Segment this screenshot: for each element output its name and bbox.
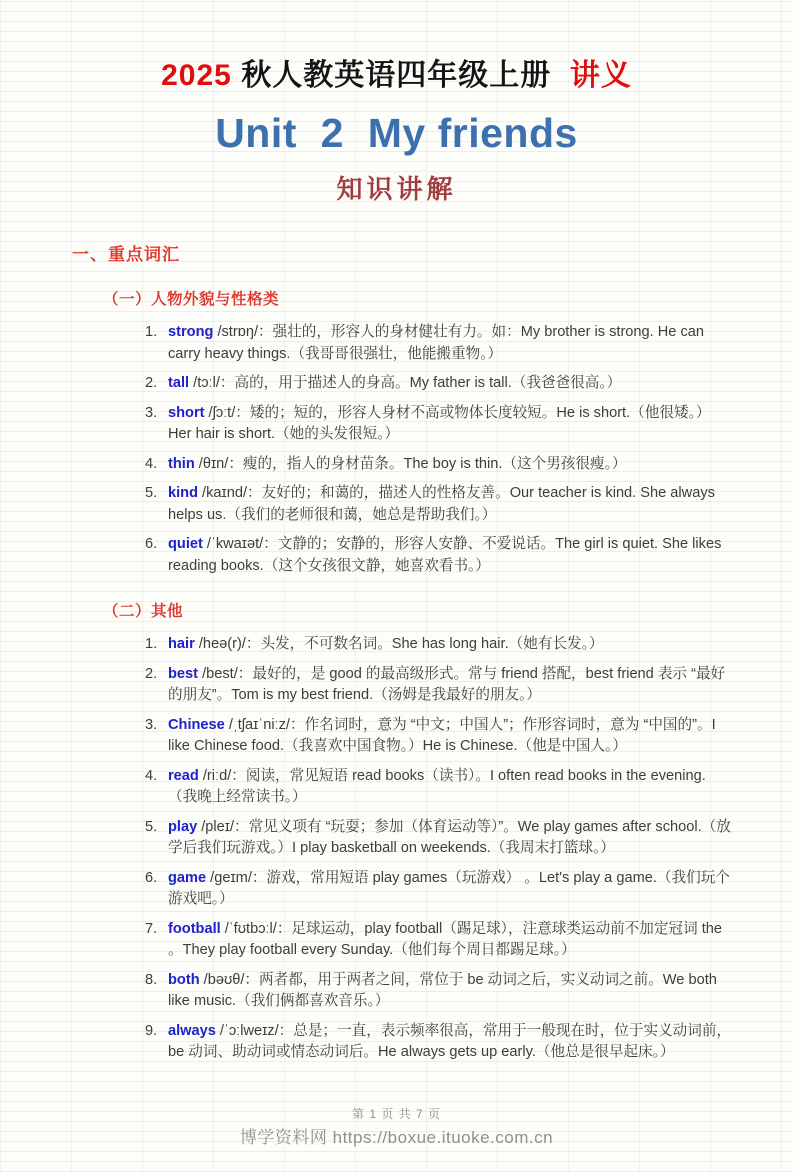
item-number: 9. bbox=[145, 1022, 158, 1039]
subsection-heading-other: （二）其他 bbox=[103, 603, 184, 620]
vocab-definition: /θɪn/：瘦的，指人的身材苗条。The boy is thin.（这个男孩很瘦。） bbox=[194, 455, 627, 472]
vocab-item bbox=[145, 919, 733, 962]
vocab-definition: /best/：最好的，是 good 的最高级形式。常与 friend 搭配，best friend 表示 “最好的朋友”。Tom is my best friend.（汤姆是我最好的朋友。） bbox=[168, 665, 726, 703]
vocab-word: hair bbox=[168, 636, 195, 652]
section-heading-vocabulary: 一、重点词汇 bbox=[72, 245, 180, 264]
vocab-item bbox=[145, 373, 733, 395]
vocab-definition: /strɒŋ/：强壮的，形容人的身材健壮有力。如：My brother is strong. He can carry heavy things.（我哥哥很强壮，他能搬重物。） bbox=[168, 324, 705, 362]
vocab-item bbox=[145, 322, 733, 365]
vocab-text bbox=[168, 766, 733, 809]
vocab-definition: /ˈfʊtbɔːl/：足球运动，play football（踢足球），注意球类运动前不加定冠词 the 。They play football every Sunday.（他们每个周日都踢足球。） bbox=[168, 920, 723, 958]
vocab-item bbox=[145, 483, 733, 526]
vocab-word: short bbox=[168, 404, 205, 421]
vocab-text bbox=[168, 454, 733, 476]
vocab-item bbox=[145, 766, 733, 809]
vocab-word: best bbox=[168, 665, 199, 682]
vocab-item bbox=[145, 534, 733, 577]
vocab-definition: /ˈɔːlweɪz/：总是；一直，表示频率很高，常用于一般现在时，位于实义动词前，be 动词、助动词或情态动词后。He always gets up early.（他总是很早起床。） bbox=[168, 1022, 732, 1060]
subsection-heading-appearance: （一）人物外貌与性格类 bbox=[103, 291, 280, 308]
vocab-definition: /riːd/：阅读，常见短语 read books（读书）。I often read books in the evening.（我晚上经常读书。） bbox=[168, 767, 706, 805]
vocab-definition: /tɔːl/：高的，用于描述人的身高。My father is tall.（我爸爸很高。） bbox=[189, 375, 622, 391]
vocab-word: strong bbox=[168, 324, 214, 340]
vocab-text bbox=[168, 534, 733, 577]
vocab-word: read bbox=[168, 767, 199, 784]
vocab-item bbox=[145, 817, 733, 860]
vocab-word: game bbox=[168, 869, 207, 886]
vocab-word: kind bbox=[168, 485, 198, 501]
unit-title: Unit 2 My friends bbox=[215, 110, 578, 156]
item-number: 7. bbox=[145, 920, 158, 937]
vocab-list-appearance bbox=[145, 322, 733, 577]
item-number: 2. bbox=[145, 665, 158, 682]
item-number: 8. bbox=[145, 971, 158, 988]
vocab-item bbox=[145, 868, 733, 911]
vocab-item bbox=[145, 403, 733, 446]
vocab-text bbox=[168, 1021, 733, 1064]
page-footer bbox=[0, 1105, 793, 1148]
page-title bbox=[0, 50, 793, 94]
vocab-list-other bbox=[145, 634, 733, 1064]
vocab-item bbox=[145, 715, 733, 758]
site-watermark: 博学资料网 https://boxue.ituoke.com.cn bbox=[239, 1128, 554, 1147]
vocab-word: football bbox=[168, 920, 221, 937]
vocab-word: Chinese bbox=[168, 716, 225, 733]
vocab-word: both bbox=[168, 971, 200, 988]
item-number: 2. bbox=[145, 375, 158, 391]
vocab-item bbox=[145, 664, 733, 707]
vocab-item bbox=[145, 1021, 733, 1064]
item-number: 3. bbox=[145, 716, 158, 733]
item-number: 1. bbox=[145, 636, 158, 652]
vocab-definition: /ˈkwaɪət/：文静的；安静的，形容人安静、不爱说话。The girl is quiet. She likes reading books.（这个女孩很文静，她喜欢看书。） bbox=[168, 536, 722, 574]
vocab-word: play bbox=[168, 818, 198, 835]
title-suffix: 讲义 bbox=[569, 59, 632, 92]
item-number: 5. bbox=[145, 818, 158, 835]
vocab-word: thin bbox=[168, 455, 195, 472]
title-main: 秋人教英语四年级上册 bbox=[231, 59, 570, 92]
vocab-text bbox=[168, 868, 733, 911]
item-number: 4. bbox=[145, 767, 158, 784]
item-number: 4. bbox=[145, 455, 158, 472]
vocab-text bbox=[168, 817, 733, 860]
item-number: 5. bbox=[145, 485, 158, 501]
vocab-item bbox=[145, 970, 733, 1013]
vocab-item bbox=[145, 634, 733, 656]
vocab-text bbox=[168, 715, 733, 758]
subtitle-knowledge: 知识讲解 bbox=[336, 175, 457, 205]
page-number: 第 1 页 共 7 页 bbox=[351, 1107, 442, 1121]
item-number: 1. bbox=[145, 324, 158, 340]
title-year: 2025 bbox=[161, 59, 232, 92]
vocab-text bbox=[168, 483, 733, 526]
vocab-text bbox=[168, 403, 733, 446]
vocab-text bbox=[168, 970, 733, 1013]
item-number: 3. bbox=[145, 404, 158, 421]
vocab-item bbox=[145, 454, 733, 476]
vocab-word: quiet bbox=[168, 536, 203, 552]
item-number: 6. bbox=[145, 536, 158, 552]
vocab-text bbox=[168, 373, 733, 395]
vocab-word: always bbox=[168, 1022, 216, 1039]
vocab-definition: /heə(r)/：头发，不可数名词。She has long hair.（她有长发。） bbox=[194, 636, 604, 652]
vocab-text bbox=[168, 664, 733, 707]
vocab-definition: /geɪm/：游戏，常用短语 play games（玩游戏） 。Let's play a game.（我们玩个游戏吧。） bbox=[168, 869, 730, 907]
vocab-definition: /kaɪnd/：友好的；和蔼的，描述人的性格友善。Our teacher is kind. She always helps us.（我们的老师很和蔼，她总是帮助我们。） bbox=[168, 485, 715, 523]
vocab-definition: /ˌtʃaɪˈniːz/：作名词时，意为 “中文；中国人”；作形容词时，意为 “中国的”。I like Chinese food.（我喜欢中国食物。）He is Chinese.（他是中国人。） bbox=[168, 716, 716, 754]
vocab-text bbox=[168, 919, 733, 962]
vocab-definition: /bəʊθ/：两者都，用于两者之间，常位于 be 动词之后，实义动词之前。We both like music.（我们俩都喜欢音乐。） bbox=[168, 971, 717, 1009]
vocab-text bbox=[168, 634, 733, 656]
vocab-definition: /pleɪ/：常见义项有 “玩耍；参加（体育运动等）”。We play games after school.（放学后我们玩游戏。）I play basketball on weekends.（我周末打篮球。） bbox=[168, 818, 731, 856]
vocab-word: tall bbox=[168, 375, 190, 391]
vocab-definition: /ʃɔːt/：矮的；短的，形容人身材不高或物体长度较短。He is short.（他很矮。）Her hair is short.（她的头发很短。） bbox=[168, 404, 711, 442]
vocab-text bbox=[168, 322, 733, 365]
item-number: 6. bbox=[145, 869, 158, 886]
